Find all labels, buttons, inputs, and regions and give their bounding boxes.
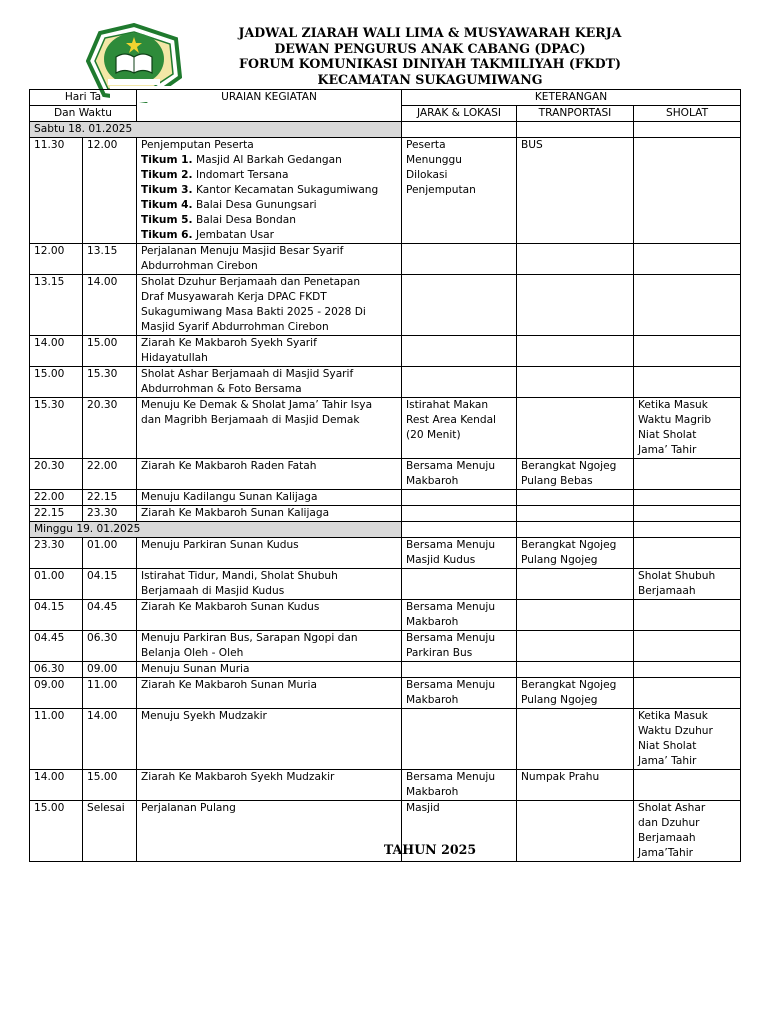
- transport-cell: [517, 398, 634, 459]
- table-row: [30, 631, 741, 662]
- start-time: 15.30: [30, 398, 83, 459]
- jarak-cell: [402, 490, 517, 506]
- activity-cell: Menuju Parkiran Bus, Sarapan Ngopi dan Belanja Oleh - Oleh: [137, 631, 402, 662]
- sholat-cell: [634, 244, 741, 275]
- transport-cell: [517, 506, 634, 522]
- start-time: 04.45: [30, 631, 83, 662]
- table-row: [30, 600, 741, 631]
- start-time: 04.15: [30, 600, 83, 631]
- transport-cell: Berangkat Ngojeg Pulang Bebas: [517, 459, 634, 490]
- keterangan-header: KETERANGAN: [402, 90, 741, 106]
- end-time: 22.00: [83, 459, 137, 490]
- day-row: [30, 122, 741, 138]
- schedule-body: [30, 122, 741, 862]
- table-row: [30, 506, 741, 522]
- start-time: 14.00: [30, 770, 83, 801]
- transport-header: TRANPORTASI: [517, 106, 634, 122]
- start-time: 06.30: [30, 662, 83, 678]
- start-time: 13.15: [30, 275, 83, 336]
- header-title-line: JADWAL ZIARAH WALI LIMA & MUSYAWARAH KERJA: [238, 25, 622, 40]
- sholat-cell: [634, 678, 741, 709]
- transport-cell: [517, 709, 634, 770]
- pickup-point: Tikum 1. Masjid Al Barkah Gedangan: [141, 154, 342, 166]
- activity-cell: [137, 138, 402, 244]
- activity-cell: Ziarah Ke Makbaroh Raden Fatah: [137, 459, 402, 490]
- jarak-cell: Bersama Menuju Makbaroh: [402, 770, 517, 801]
- table-row: [30, 367, 741, 398]
- transport-cell: BUS: [517, 138, 634, 244]
- start-time: 23.30: [30, 538, 83, 569]
- activity-cell: Menuju Ke Demak & Sholat Jama’ Tahir Isya dan Magribh Berjamaah di Masjid Demak: [137, 398, 402, 459]
- activity-cell: Perjalanan Menuju Masjid Besar Syarif Abdurrohman Cirebon: [137, 244, 402, 275]
- start-time: 22.15: [30, 506, 83, 522]
- start-time: 14.00: [30, 336, 83, 367]
- table-header-row: [30, 90, 741, 106]
- sholat-cell: [634, 662, 741, 678]
- end-time: 12.00: [83, 138, 137, 244]
- start-time: 11.00: [30, 709, 83, 770]
- end-time: 04.15: [83, 569, 137, 600]
- table-row: [30, 709, 741, 770]
- transport-cell: [517, 336, 634, 367]
- jarak-cell: [402, 506, 517, 522]
- sholat-cell: Ketika Masuk Waktu Magrib Niat Sholat Jama’ Tahir: [634, 398, 741, 459]
- table-row: [30, 490, 741, 506]
- end-time: 22.15: [83, 490, 137, 506]
- header-org-line: DEWAN PENGURUS ANAK CABANG (DPAC): [274, 40, 586, 56]
- table-row: [30, 244, 741, 275]
- table-row: [30, 662, 741, 678]
- sholat-cell: [634, 631, 741, 662]
- jarak-cell: Bersama Menuju Makbaroh: [402, 600, 517, 631]
- sholat-cell: Sholat Ashar dan Dzuhur Berjamaah Jama’Tahir: [634, 801, 741, 862]
- activity-cell: Menuju Sunan Muria: [137, 662, 402, 678]
- end-time: 20.30: [83, 398, 137, 459]
- day-row: [30, 522, 741, 538]
- activity-cell: Istirahat Tidur, Mandi, Sholat Shubuh Berjamaah di Masjid Kudus: [137, 569, 402, 600]
- table-row: [30, 770, 741, 801]
- jarak-cell: Bersama Menuju Masjid Kudus: [402, 538, 517, 569]
- footer-year: TAHUN 2025: [383, 842, 477, 857]
- activity-cell: Menuju Kadilangu Sunan Kalijaga: [137, 490, 402, 506]
- schedule-table: [29, 89, 741, 862]
- transport-cell: Numpak Prahu: [517, 770, 634, 801]
- header-district-line: KECAMATAN SUKAGUMIWANG: [317, 71, 543, 87]
- pickup-point: Tikum 2. Indomart Tersana: [141, 169, 289, 181]
- sholat-cell: [634, 275, 741, 336]
- end-time: 15.00: [83, 770, 137, 801]
- activity-cell: Ziarah Ke Makbaroh Syekh Mudzakir: [137, 770, 402, 801]
- sholat-cell: [634, 600, 741, 631]
- jarak-cell: [402, 662, 517, 678]
- waktu-header: Dan Waktu: [30, 106, 137, 122]
- end-time: 14.00: [83, 275, 137, 336]
- activity-cell: Ziarah Ke Makbaroh Syekh Syarif Hidayatullah: [137, 336, 402, 367]
- activity-cell: Ziarah Ke Makbaroh Sunan Kudus: [137, 600, 402, 631]
- transport-cell: Berangkat Ngojeg Pulang Ngojeg: [517, 678, 634, 709]
- start-time: 22.00: [30, 490, 83, 506]
- day-label: Minggu 19. 01.2025: [30, 522, 402, 538]
- end-time: 11.00: [83, 678, 137, 709]
- table-row: [30, 459, 741, 490]
- header-forum-line: FORUM KOMUNIKASI DINIYAH TAKMILIYAH (FKDT): [239, 56, 621, 71]
- start-time: 11.30: [30, 138, 83, 244]
- end-time: 13.15: [83, 244, 137, 275]
- jarak-header: JARAK & LOKASI: [402, 106, 517, 122]
- end-time: 06.30: [83, 631, 137, 662]
- activity-cell: Sholat Dzuhur Berjamaah dan Penetapan Draf Musyawarah Kerja DPAC FKDT Sukagumiwang Masa Bakti 2025 - 2028 Di Masjid Syarif Abdurrohman Cirebon: [137, 275, 402, 336]
- activity-cell: Menuju Parkiran Sunan Kudus: [137, 538, 402, 569]
- table-row: [30, 275, 741, 336]
- sholat-cell: [634, 367, 741, 398]
- jarak-cell: Bersama Menuju Makbaroh: [402, 678, 517, 709]
- transport-cell: [517, 490, 634, 506]
- document-header: [150, 25, 710, 87]
- end-time: 01.00: [83, 538, 137, 569]
- table-row: [30, 569, 741, 600]
- transport-cell: [517, 275, 634, 336]
- end-time: 23.30: [83, 506, 137, 522]
- end-time: 15.00: [83, 336, 137, 367]
- hari-header: Hari Ta: [30, 90, 137, 106]
- start-time: 15.00: [30, 367, 83, 398]
- sholat-cell: [634, 538, 741, 569]
- pickup-point: Tikum 5. Balai Desa Bondan: [141, 214, 296, 226]
- transport-cell: [517, 631, 634, 662]
- transport-cell: [517, 244, 634, 275]
- sholat-header: SHOLAT: [634, 106, 741, 122]
- sholat-cell: [634, 459, 741, 490]
- day-label: Sabtu 18. 01.2025: [30, 122, 402, 138]
- table-row: [30, 138, 741, 244]
- sholat-cell: [634, 506, 741, 522]
- start-time: 15.00: [30, 801, 83, 862]
- jarak-cell: [402, 709, 517, 770]
- table-row: [30, 678, 741, 709]
- start-time: 20.30: [30, 459, 83, 490]
- table-row: [30, 398, 741, 459]
- activity-cell: Ziarah Ke Makbaroh Sunan Kalijaga: [137, 506, 402, 522]
- end-time: 09.00: [83, 662, 137, 678]
- end-time: 15.30: [83, 367, 137, 398]
- jarak-cell: Masjid: [402, 801, 517, 862]
- transport-cell: Berangkat Ngojeg Pulang Ngojeg: [517, 538, 634, 569]
- start-time: 12.00: [30, 244, 83, 275]
- jarak-cell: [402, 367, 517, 398]
- table-row: [30, 538, 741, 569]
- table-row: [30, 336, 741, 367]
- activity-cell: Perjalanan Pulang: [137, 801, 402, 862]
- jarak-cell: Bersama Menuju Parkiran Bus: [402, 631, 517, 662]
- jarak-cell: Bersama Menuju Makbaroh: [402, 459, 517, 490]
- jarak-cell: [402, 275, 517, 336]
- pickup-point: Tikum 3. Kantor Kecamatan Sukagumiwang: [141, 184, 379, 196]
- uraian-header: URAIAN KEGIATAN: [137, 90, 402, 122]
- jarak-cell: Istirahat Makan Rest Area Kendal (20 Menit): [402, 398, 517, 459]
- sholat-cell: [634, 138, 741, 244]
- activity-cell: Sholat Ashar Berjamaah di Masjid Syarif Abdurrohman & Foto Bersama: [137, 367, 402, 398]
- end-time: Selesai: [83, 801, 137, 862]
- jarak-cell: [402, 569, 517, 600]
- transport-cell: [517, 600, 634, 631]
- start-time: 09.00: [30, 678, 83, 709]
- jarak-cell: Peserta Menunggu Dilokasi Penjemputan: [402, 138, 517, 244]
- transport-cell: [517, 367, 634, 398]
- pickup-point: Tikum 4. Balai Desa Gunungsari: [141, 199, 317, 211]
- sholat-cell: Ketika Masuk Waktu Dzuhur Niat Sholat Jama’ Tahir: [634, 709, 741, 770]
- activity-cell: Ziarah Ke Makbaroh Sunan Muria: [137, 678, 402, 709]
- end-time: 04.45: [83, 600, 137, 631]
- activity-cell: Menuju Syekh Mudzakir: [137, 709, 402, 770]
- jarak-cell: [402, 244, 517, 275]
- sholat-cell: [634, 336, 741, 367]
- start-time: 01.00: [30, 569, 83, 600]
- transport-cell: [517, 569, 634, 600]
- sholat-cell: Sholat Shubuh Berjamaah: [634, 569, 741, 600]
- transport-cell: [517, 662, 634, 678]
- pickup-point: Tikum 6. Jembatan Usar: [141, 229, 274, 241]
- activity-title: Penjemputan Peserta: [141, 139, 254, 151]
- sholat-cell: [634, 770, 741, 801]
- sholat-cell: [634, 490, 741, 506]
- jarak-cell: [402, 336, 517, 367]
- end-time: 14.00: [83, 709, 137, 770]
